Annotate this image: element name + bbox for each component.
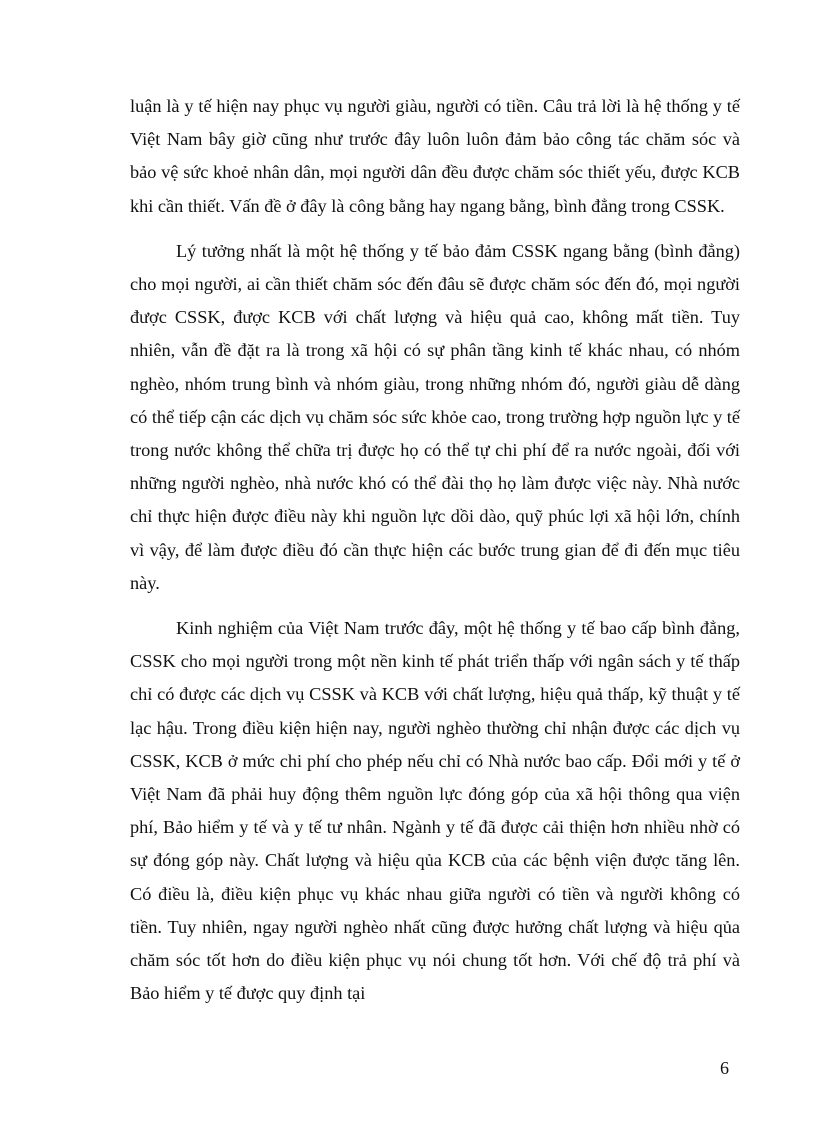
paragraph-3: Kinh nghiệm của Việt Nam trước đây, một hệ thống y tế bao cấp bình đẳng, CSSK cho mọi người trong một nền kinh tế phát triển thấp với ngân sách y tế thấp chỉ có được các dịch vụ CSSK và KCB với chất lượng, hiệu quả thấp, kỹ thuật y tế lạc hậu. Trong điều kiện hiện nay, người nghèo thường chỉ nhận được các dịch vụ CSSK, KCB ở mức chi phí cho phép nếu chỉ có Nhà nước bao cấp. Đổi mới y tế ở Việt Nam đã phải huy động thêm nguồn lực đóng góp của xã hội thông qua viện phí, Bảo hiểm y tế và y tế tư nhân. Ngành y tế đã được cải thiện hơn nhiều nhờ có sự đóng góp này. Chất lượng và hiệu qủa KCB của các bệnh viện được tăng lên. Có điều là, điều kiện phục vụ khác nhau giữa người có tiền và người không có tiền. Tuy nhiên, ngay người nghèo nhất cũng được hưởng chất lượng và hiệu qủa chăm sóc tốt hơn do điều kiện phục vụ nói chung tốt hơn. Với chế độ trả phí và Bảo hiểm y tế được quy định tại <box>130 618 740 1004</box>
page-number: 6 <box>720 1058 729 1078</box>
page-body <box>130 90 740 1022</box>
paragraph-2: Lý tưởng nhất là một hệ thống y tế bảo đảm CSSK ngang bằng (bình đẳng) cho mọi người, ai cần thiết chăm sóc đến đâu sẽ được chăm sóc đến đó, mọi người được CSSK, được KCB với chất lượng và hiệu quả cao, không mất tiền. Tuy nhiên, vẫn đề đặt ra là trong xã hội có sự phân tầng kinh tế khác nhau, có nhóm nghèo, nhóm trung bình và nhóm giàu, trong những nhóm đó, người giàu dễ dàng có thể tiếp cận các dịch vụ chăm sóc sức khỏe cao, trong trường hợp nguồn lực y tế trong nước không thể chữa trị được họ có thể tự chi phí để ra nước ngoài, đối với những người nghèo, nhà nước khó có thể đài thọ họ làm được việc này. Nhà nước chỉ thực hiện được điều này khi nguồn lực dồi dào, quỹ phúc lợi xã hội lớn, chính vì vậy, để làm được điều đó cần thực hiện các bước trung gian để đi đến mục tiêu này. <box>130 240 741 593</box>
paragraph-1: luận là y tế hiện nay phục vụ người giàu, người có tiền. Câu trả lời là hệ thống y tế Việt Nam bây giờ cũng như trước đây luôn luôn đảm bảo công tác chăm sóc và bảo vệ sức khoẻ nhân dân, mọi người dân đều được chăm sóc thiết yếu, được KCB khi cần thiết. Vấn đề ở đây là công bằng hay ngang bằng, bình đẳng trong CSSK. <box>130 96 740 216</box>
